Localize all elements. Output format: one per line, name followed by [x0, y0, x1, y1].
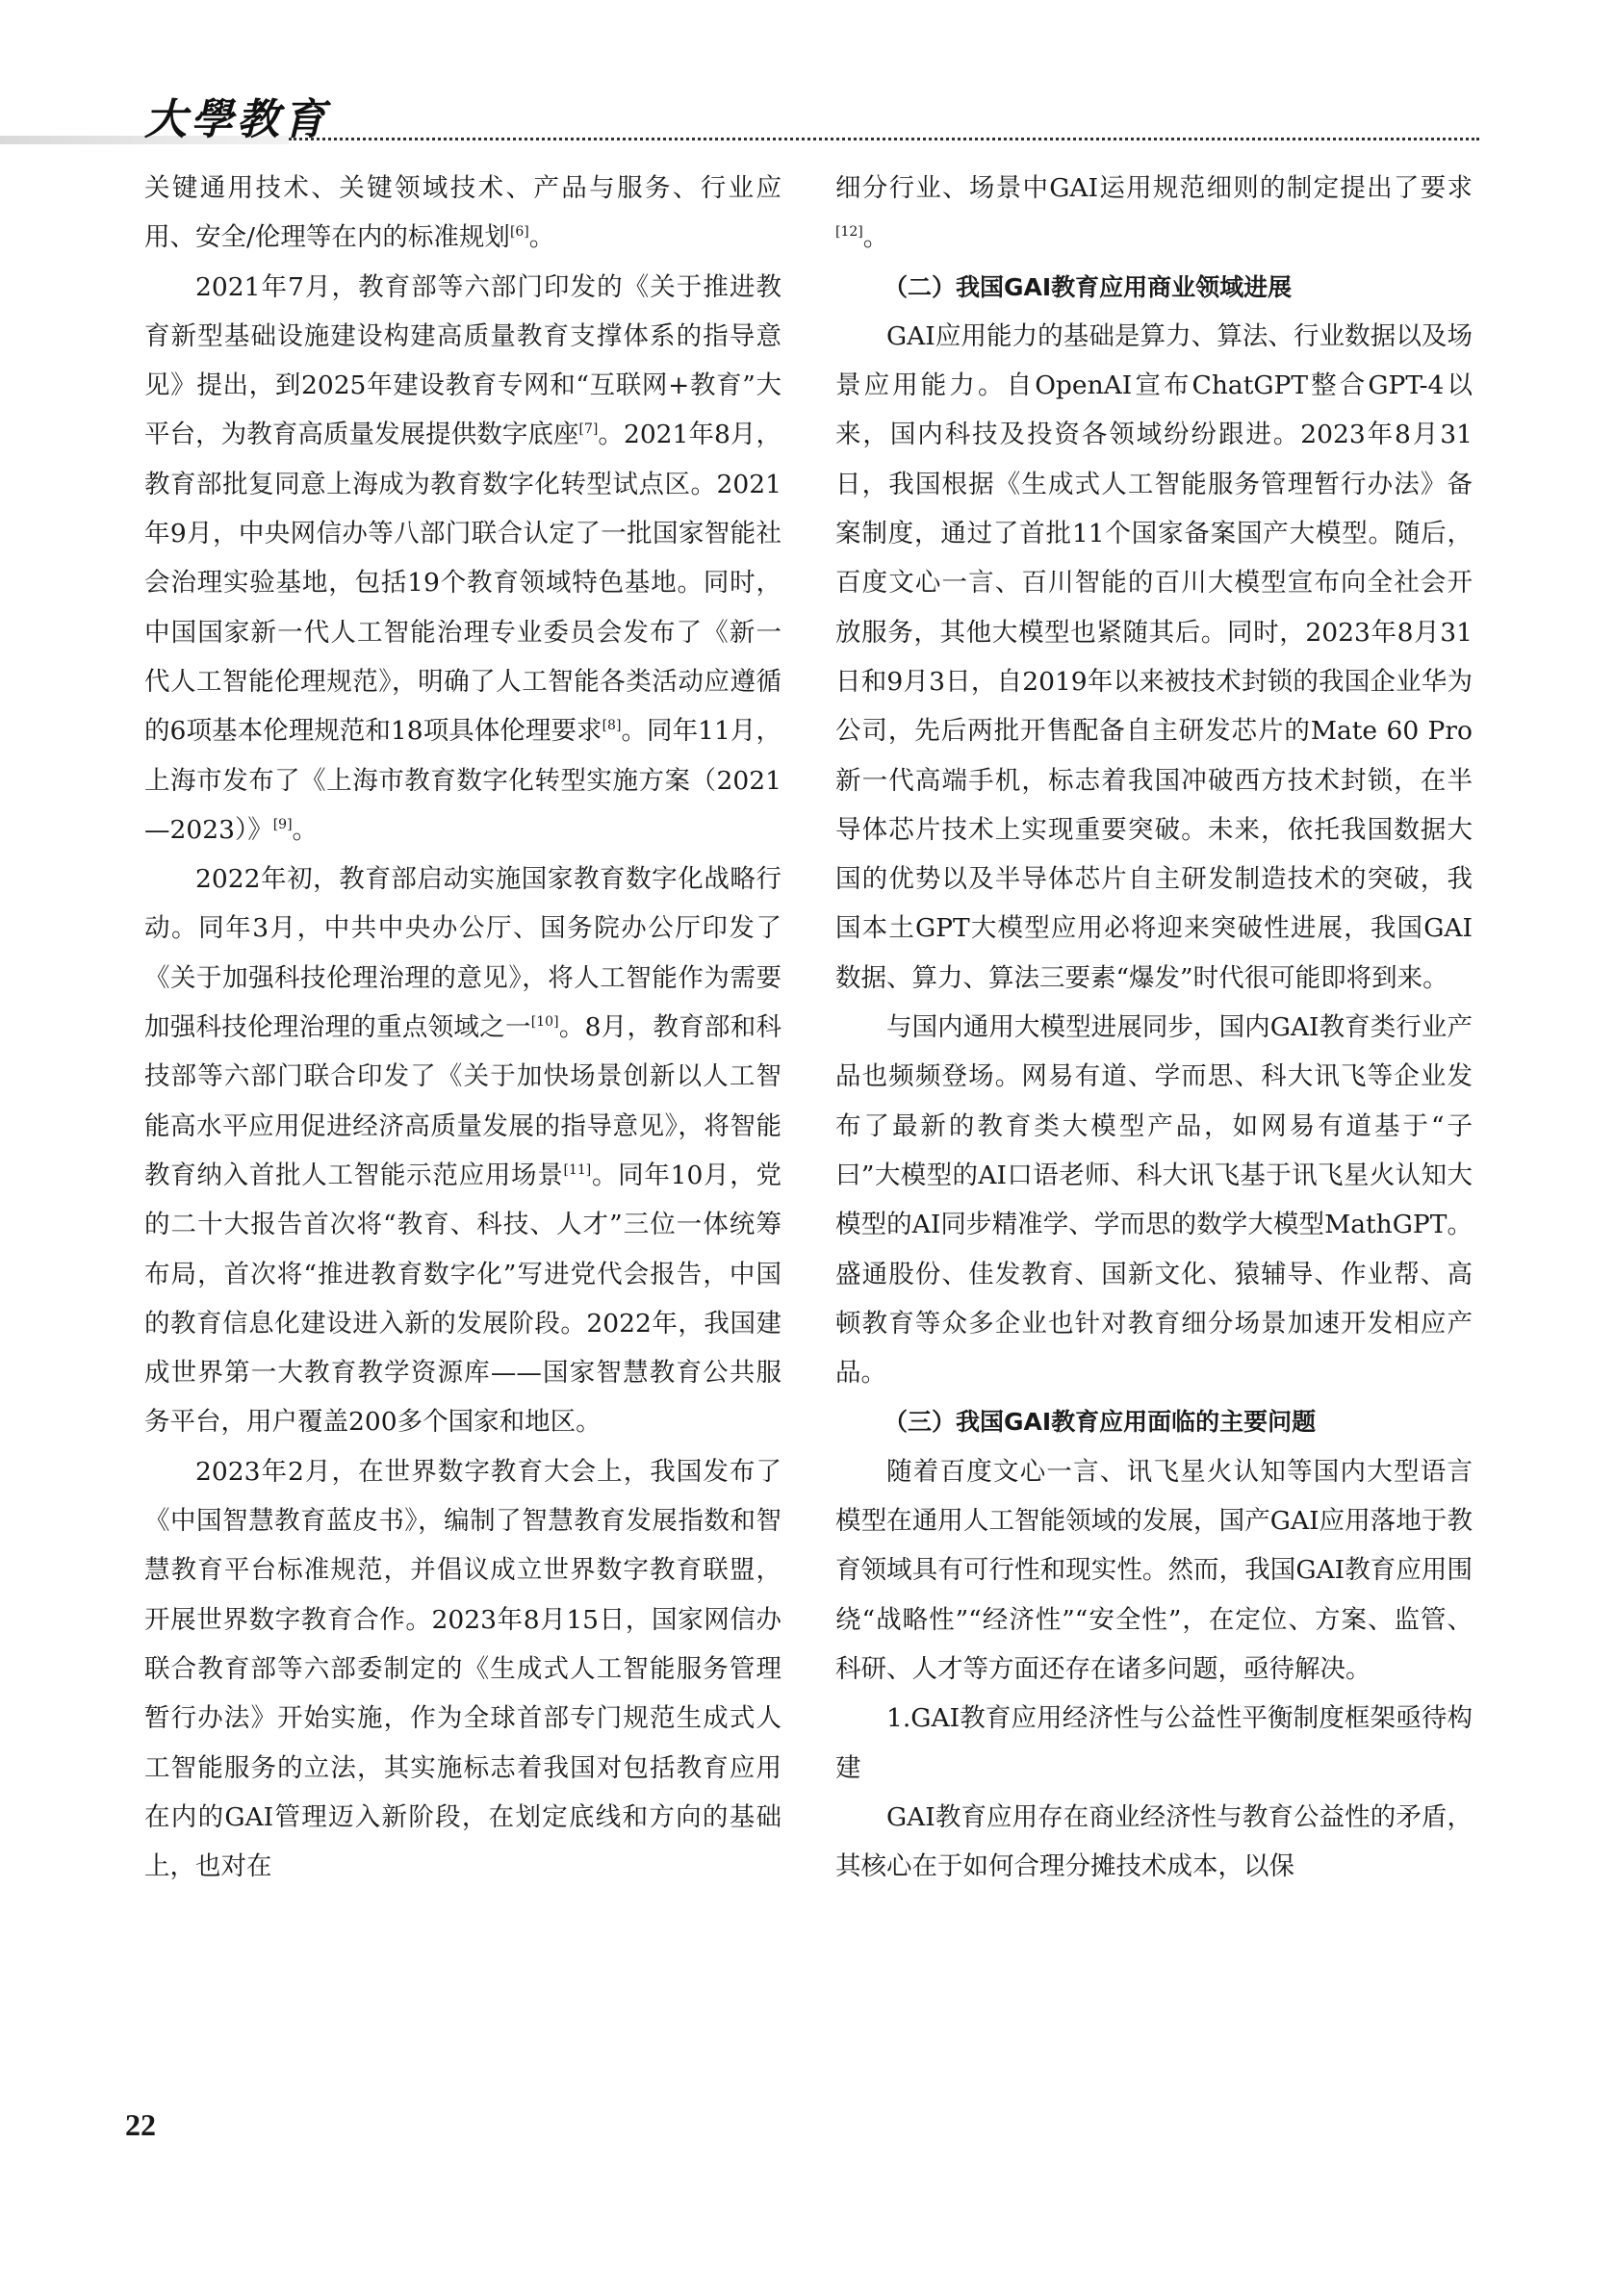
section-heading: （二）我国GAI教育应用商业领域进展: [884, 272, 1293, 301]
paragraph: GAI教育应用存在商业经济性与教育公益性的矛盾，其核心在于如何合理分摊技术成本，以保: [835, 1801, 1473, 1882]
paragraph: 与国内通用大模型进展同步，国内GAI教育类行业产品也频频登场。网易有道、学而思、科大讯飞等企业发布了最新的教育类大模型产品，如网易有道基于“子曰”大模型的AI口语老师、科大讯飞基于讯飞星火认知大模型的AI同步精准学、学而思的数学大模型MathGPT。盛通股份、佳发教育、国新文化、猿辅导、作业帮、高顿教育等众多企业也针对教育细分场景加速开发相应产品。: [835, 1012, 1473, 1389]
paragraph: GAI应用能力的基础是算力、算法、行业数据以及场景应用能力。自OpenAI宣布ChatGPT整合GPT-4以来，国内科技及投资各领域纷纷跟进。2023年8月31日，我国根据《生成式人工智能服务管理暂行办法》备案制度，通过了首批11个国家备案国产大模型。随后，百度文心一言、百川智能的百川大模型宣布向全社会开放服务，其他大模型也紧随其后。同时，2023年8月31日和9月3日，自2019年以来被技术封锁的我国企业华为公司，先后两批开售配备自主研发芯片的Mate 60 Pro新一代高端手机，标志着我国冲破西方技术封锁，在半导体芯片技术上实现重要突破。未来，依托我国数据大国的优势以及半导体芯片自主研发制造技术的突破，我国本土GPT大模型应用必将迎来突破性进展，我国GAI数据、算力、算法三要素“爆发”时代很可能即将到来。: [835, 320, 1473, 993]
citation-ref: [9]: [272, 817, 293, 833]
section-heading: （三）我国GAI教育应用面临的主要问题: [884, 1408, 1317, 1437]
citation-ref: [6]: [509, 224, 529, 241]
citation-ref: [8]: [602, 718, 622, 734]
header-dotted-rule: [289, 138, 1479, 140]
paragraph: 关键通用技术、关键领域技术、产品与服务、行业应用、安全/伦理等在内的标准规划[6]。: [144, 173, 781, 253]
paragraph: 2023年2月，在世界数字教育大会上，我国发布了《中国智慧教育蓝皮书》，编制了智慧教育发展指数和智慧教育平台标准规范，并倡议成立世界数字教育联盟，开展世界数字教育合作。2023年8月15日，国家网信办联合教育部等六部委制定的《生成式人工智能服务管理暂行办法》开始实施，作为全球首部专门规范生成式人工智能服务的立法，其实施标志着我国对包括教育应用在内的GAI管理迈入新阶段，在划定底线和方向的基础上，也对在: [144, 1456, 781, 1882]
citation-ref: [12]: [835, 224, 863, 241]
citation-ref: [10]: [530, 1014, 559, 1031]
paragraph: 随着百度文心一言、讯飞星火认知等国内大型语言模型在通用人工智能领域的发展，国产GAI应用落地于教育领域具有可行性和现实性。然而，我国GAI教育应用围绕“战略性”“经济性”“安全性”，在定位、方案、监管、科研、人才等方面还存在诸多问题，亟待解决。: [835, 1456, 1473, 1684]
paragraph: 2021年7月，教育部等六部门印发的《关于推进教育新型基础设施建设构建高质量教育支撑体系的指导意见》提出，到2025年建设教育专网和“互联网+教育”大平台，为教育高质量发展提供数字底座[7]。2021年8月，教育部批复同意上海成为教育数字化转型试点区。2021年9月，中央网信办等八部门联合认定了一批国家智能社会治理实验基地，包括19个教育领域特色基地。同时，中国国家新一代人工智能治理专业委员会发布了《新一代人工智能伦理规范》，明确了人工智能各类活动应遵循的6项基本伦理规范和18项具体伦理要求[8]。同年11月，上海市发布了《上海市教育数字化转型实施方案（2021—2023）》[9]。: [144, 271, 781, 845]
journal-name: 大學教育: [144, 95, 329, 144]
citation-ref: [7]: [578, 421, 599, 438]
paragraph: 细分行业、场景中GAI运用规范细则的制定提出了要求[12]。: [835, 173, 1473, 253]
right-column: [835, 164, 1473, 1891]
paragraph: 2022年初，教育部启动实施国家教育数字化战略行动。同年3月，中共中央办公厅、国务院办公厅印发了《关于加强科技伦理治理的意见》，将人工智能作为需要加强科技伦理治理的重点领域之一[10]。8月，教育部和科技部等六部门联合印发了《关于加快场景创新以人工智能高水平应用促进经济高质量发展的指导意见》，将智能教育纳入首批人工智能示范应用场景[11]。同年10月，党的二十大报告首次将“教育、科技、人才”三位一体统筹布局，首次将“推进教育数字化”写进党代会报告，中国的教育信息化建设进入新的发展阶段。2022年，我国建成世界第一大教育教学资源库——国家智慧教育公共服务平台，用户覆盖200多个国家和地区。: [144, 864, 781, 1438]
paragraph: 1.GAI教育应用经济性与公益性平衡制度框架亟待构建: [835, 1703, 1473, 1783]
citation-ref: [11]: [563, 1162, 592, 1179]
left-column: [144, 164, 781, 1891]
page-number: 22: [125, 2107, 156, 2142]
